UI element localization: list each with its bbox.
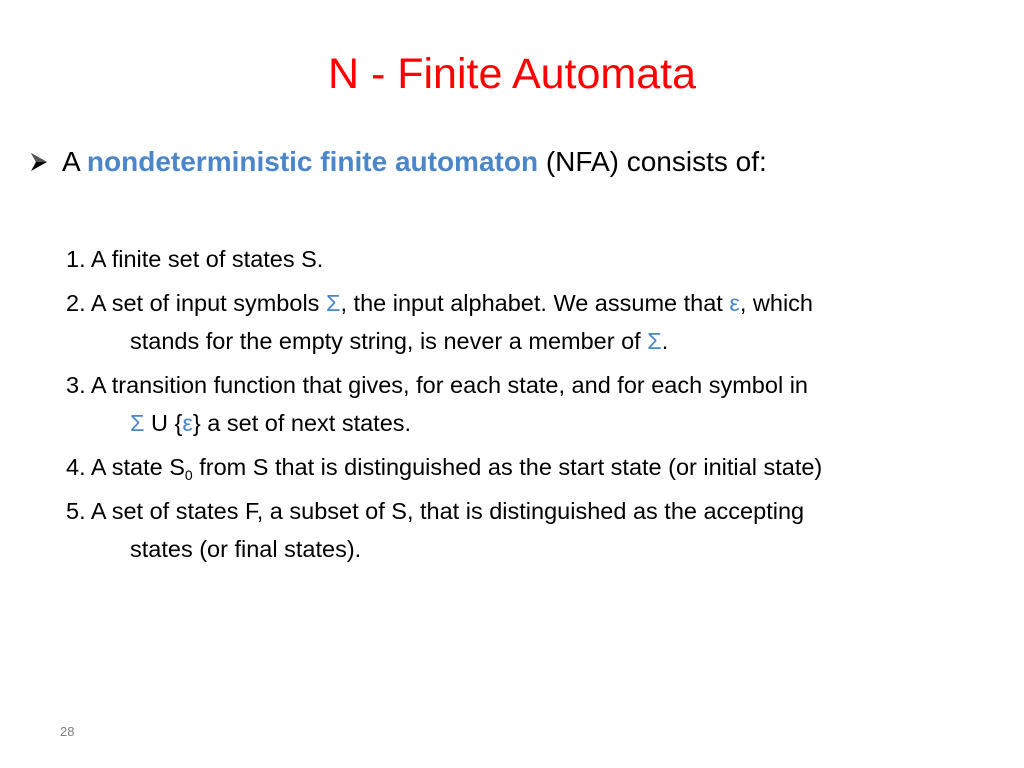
item-4-text-a: 4. A state S [66,454,185,480]
page-number: 28 [60,724,75,739]
item-3-text-b: } a set of next states. [192,410,412,436]
list-item-2 [66,284,1006,360]
item-2-line-2 [66,322,1006,360]
sigma-symbol: Σ [325,290,341,316]
sigma-symbol: Σ [647,328,662,354]
item-2-text-b: , the input alphabet. We assume that [340,290,730,316]
item-3-line-2 [66,404,1006,442]
item-2-line-1 [66,284,1006,322]
item-2-text-e: . [661,328,669,354]
item-5-line-1: 5. A set of states F, a subset of S, that is distinguished as the accepting [66,498,805,524]
intro-prefix: A [62,146,87,177]
intro-term: nondeterministic finite automaton [86,146,539,177]
slide-title: N - Finite Automata [327,50,697,98]
epsilon-symbol: ε [729,290,740,316]
intro-suffix: (NFA) consists of: [538,146,767,177]
item-4-text-b: from S that is distinguished as the start state (or initial state) [192,454,823,480]
epsilon-symbol: ε [182,410,193,436]
arrow-bullet-icon [30,152,48,172]
item-3-text-a: U { [144,410,183,436]
list-item-3 [66,366,1006,442]
sigma-symbol: Σ [130,410,145,436]
item-1-text: 1. A finite set of states S. [66,246,324,272]
item-4-line-1 [66,448,1006,486]
item-2-text-c: , which [739,290,813,316]
intro-bullet [30,142,990,182]
list-item-4 [66,448,1006,486]
definition-list [66,240,1006,574]
list-item-5 [66,492,1006,568]
item-3-line-1: 3. A transition function that gives, for each state, and for each symbol in [66,372,808,398]
start-state-subscript: 0 [184,467,193,483]
item-2-text-a: 2. A set of input symbols [66,290,326,316]
item-5-line-2: states (or final states). [130,536,362,562]
list-item-1 [66,240,1006,278]
item-2-text-d: stands for the empty string, is never a member of [130,328,648,354]
